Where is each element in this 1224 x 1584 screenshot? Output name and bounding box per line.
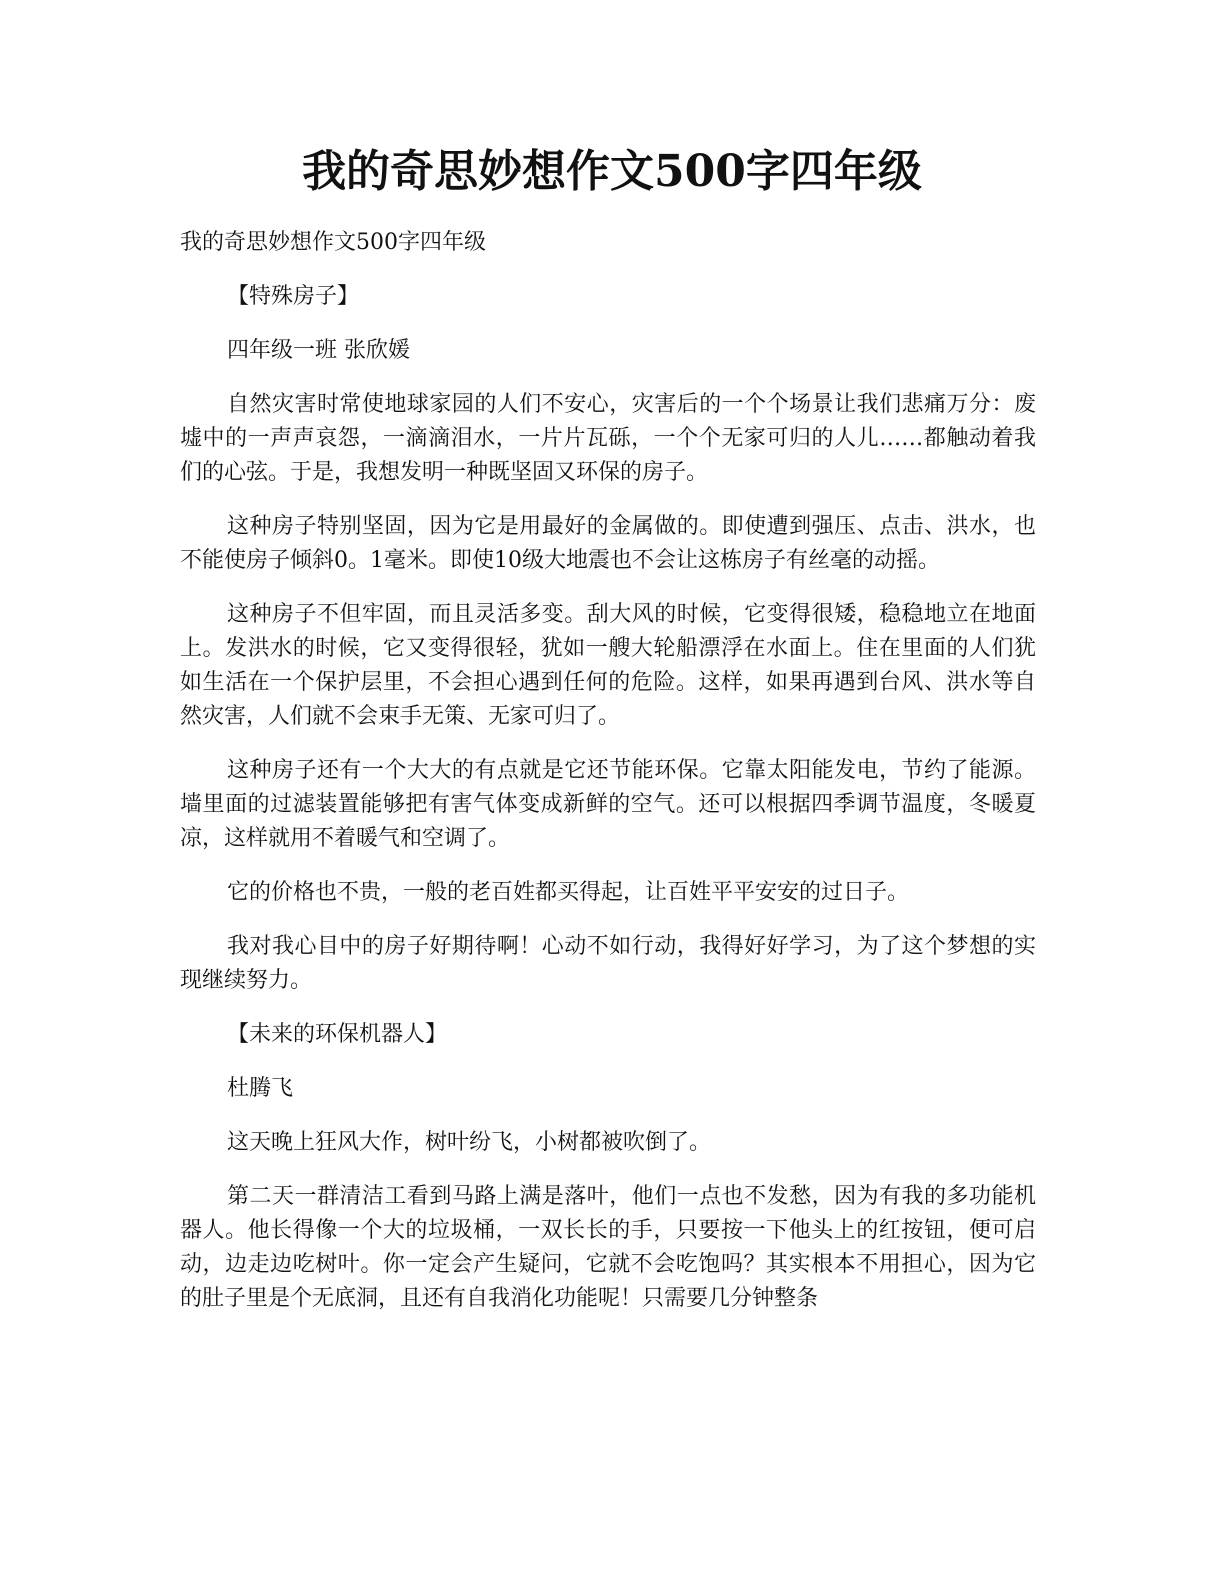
document-subtitle: 我的奇思妙想作文500字四年级 xyxy=(180,230,486,255)
section-heading-special-house: 【特殊房子】 xyxy=(227,284,360,309)
paragraph: 这天晚上狂风大作，树叶纷飞，小树都被吹倒了。 xyxy=(227,1130,712,1155)
paragraph: 这种房子还有一个大大的有点就是它还节能环保。它靠太阳能发电，节约了能源。墙里面的过滤装置能够把有害气体变成新鲜的空气。还可以根据四季调节温度，冬暖夏凉，这样就用不着暖气和空调了。 xyxy=(180,758,1036,851)
section-heading-robot: 【未来的环保机器人】 xyxy=(227,1022,448,1047)
paragraph: 这种房子不但牢固，而且灵活多变。刮大风的时候，它变得很矮，稳稳地立在地面上。发洪水的时候，它又变得很轻，犹如一艘大轮船漂浮在水面上。住在里面的人们犹如生活在一个保护层里，不会担心遇到任何的危险。这样，如果再遇到台风、洪水等自然灾害，人们就不会束手无策、无家可归了。 xyxy=(180,602,1036,729)
author-line-2: 杜腾飞 xyxy=(227,1076,294,1101)
document-title: 我的奇思妙想作文500字四年级 xyxy=(302,146,922,197)
author-line-1: 四年级一班 张欣媛 xyxy=(227,338,410,363)
paragraph: 它的价格也不贵，一般的老百姓都买得起，让百姓平平安安的过日子。 xyxy=(227,880,910,905)
paragraph: 第二天一群清洁工看到马路上满是落叶，他们一点也不发愁，因为有我的多功能机器人。他长得像一个大的垃圾桶，一双长长的手，只要按一下他头上的红按钮，便可启动，边走边吃树叶。你一定会产生疑问，它就不会吃饱吗？其实根本不用担心，因为它的肚子里是个无底洞，且还有自我消化功能呢！只需要几分钟整条 xyxy=(180,1184,1036,1311)
document-body xyxy=(180,226,1036,1316)
paragraph: 自然灾害时常使地球家园的人们不安心，灾害后的一个个场景让我们悲痛万分：废墟中的一声声哀怨，一滴滴泪水，一片片瓦砾，一个个无家可归的人儿……都触动着我们的心弦。于是，我想发明一种既坚固又环保的房子。 xyxy=(180,392,1036,485)
paragraph: 这种房子特别坚固，因为它是用最好的金属做的。即使遭到强压、点击、洪水，也不能使房子倾斜0。1毫米。即使10级大地震也不会让这栋房子有丝毫的动摇。 xyxy=(180,514,1036,573)
paragraph: 我对我心目中的房子好期待啊！心动不如行动，我得好好学习，为了这个梦想的实现继续努力。 xyxy=(180,934,1036,993)
